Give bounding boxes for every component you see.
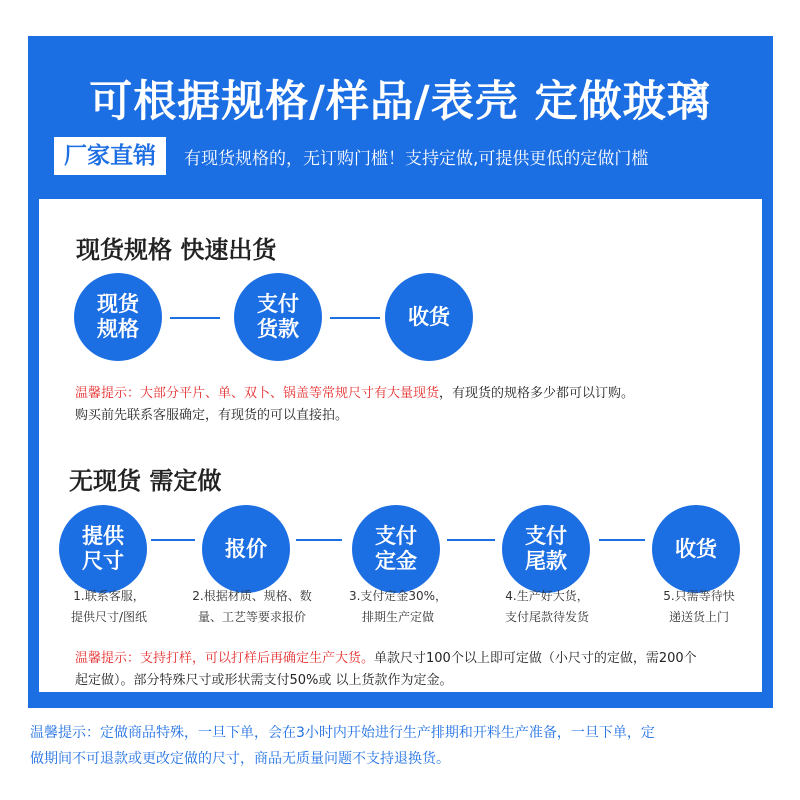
step-connector xyxy=(447,539,495,541)
step-desc-5: 5.只需等待快 递送货上门 xyxy=(663,589,735,624)
step-pay: 支付 货款 xyxy=(234,273,322,361)
step-pay-balance: 支付 尾款 xyxy=(502,505,590,593)
step-provide-size: 提供 尺寸 xyxy=(59,505,147,593)
step-desc-4: 4.生产好大货， 支付尾款待发货 xyxy=(504,589,589,624)
step-connector xyxy=(599,539,645,541)
section-in-stock-title: 现货规格 快速出货 xyxy=(76,236,277,264)
footer-notice xyxy=(30,720,770,772)
step-connector xyxy=(170,317,220,319)
custom-note-highlight: 温馨提示：支持打样，可以打样后再确定生产大货。 xyxy=(75,651,375,666)
step-connector xyxy=(330,317,380,319)
process-card xyxy=(39,199,762,692)
factory-direct-badge: 厂家直销 xyxy=(54,137,166,175)
footer-line-2: 做期间不可退款或更改定做的尺寸，商品无质量问题不支持退换货。 xyxy=(30,751,450,767)
step-receive: 收货 xyxy=(385,273,473,361)
custom-note-line2: 起定做）。部分特殊尺寸或形状需支付50%或 以上货款作为定金。 xyxy=(75,673,453,688)
step-quote: 报价 xyxy=(202,505,290,593)
step-desc-1: 1.联系客服， 提供尺寸/图纸 xyxy=(70,589,148,624)
step-in-stock-spec: 现货 规格 xyxy=(74,273,162,361)
step-desc-2: 2.根据材质、规格、数 量、工艺等要求报价 xyxy=(192,589,312,624)
section-custom-title: 无现货 需定做 xyxy=(69,467,222,495)
step-connector xyxy=(151,539,195,541)
step-desc-3: 3.支付定金30%， 排期生产定做 xyxy=(348,589,448,624)
custom-note-text: 单款尺寸100个以上即可定做（小尺寸的定做，需200个 xyxy=(374,651,697,666)
custom-note xyxy=(75,648,697,670)
in-stock-note xyxy=(75,383,634,405)
step-connector xyxy=(296,539,342,541)
page-title: 可根据规格/样品/表壳 定做玻璃 xyxy=(89,77,711,127)
step-receive-custom: 收货 xyxy=(652,505,740,593)
in-stock-note-line2: 购买前先联系客服确定，有现货的可以直接拍。 xyxy=(75,408,349,423)
footer-line-1: 温馨提示：定做商品特殊，一旦下单，会在3小时内开始进行生产排期和开料生产准备，一旦下单，定 xyxy=(30,725,655,741)
in-stock-note-highlight: 温馨提示：大部分平片、单、双卜、锅盖等常规尺寸有大量现货 xyxy=(75,386,440,401)
step-pay-deposit: 支付 定金 xyxy=(352,505,440,593)
in-stock-note-text: ，有现货的规格多少都可以订购。 xyxy=(439,386,635,401)
header-subtitle: 有现货规格的，无订购门槛！支持定做,可提供更低的定做门槛 xyxy=(184,149,649,169)
